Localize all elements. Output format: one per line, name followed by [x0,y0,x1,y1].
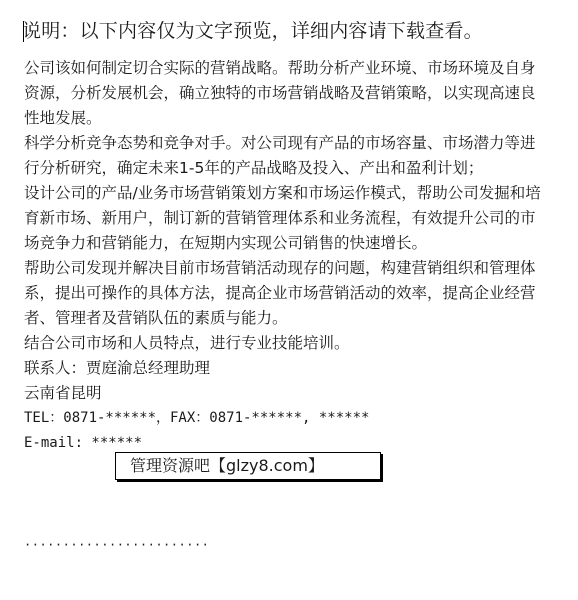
contact-tel-fax: TEL：0871-******，FAX：0871-******, ****** [24,410,370,426]
paragraph-training: 结合公司市场和人员特点，进行专业技能培训。 [24,334,350,352]
paragraph-strategy: 公司该如何制定切合实际的营销战略。帮助分析产业环境、市场环境及自身资源，分析发展机会，确立独特的市场营销战略及营销策略，以实现高速良性地发展。 [24,59,536,127]
contact-address: 云南省昆明 [24,384,102,402]
paragraph-design: 设计公司的产品/业务市场营销策划方案和市场运作模式，帮助公司发掘和培育新市场、新用户，制订新的营销管理体系和业务流程，有效提升公司的市场竞争力和营销能力，在短期内实现公司销售的快速增长。 [24,184,541,252]
watermark-banner: 管理资源吧【glzy8.com】 [115,452,381,480]
preview-notice: 说明：以下内容仅为文字预览，详细内容请下载查看。 [22,20,483,42]
contact-person: 联系人：贾庭渝总经理助理 [24,359,211,377]
contact-email: E-mail: ****** [24,435,143,451]
paragraph-competition: 科学分析竞争态势和竞争对手。对公司现有产品的市场容量、市场潜力等进行分析研究，确定未来1-5年的产品战略及投入、产出和盈利计划； [24,134,536,177]
dotted-leader: ························ [24,538,210,552]
paragraph-problems: 帮助公司发现并解决目前市场营销活动现存的问题，构建营销组织和管理体系，提出可操作的具体方法，提高企业市场营销活动的效率，提高企业经营者、管理者及营销队伍的素质与能力。 [24,259,536,327]
document-body [24,56,544,456]
